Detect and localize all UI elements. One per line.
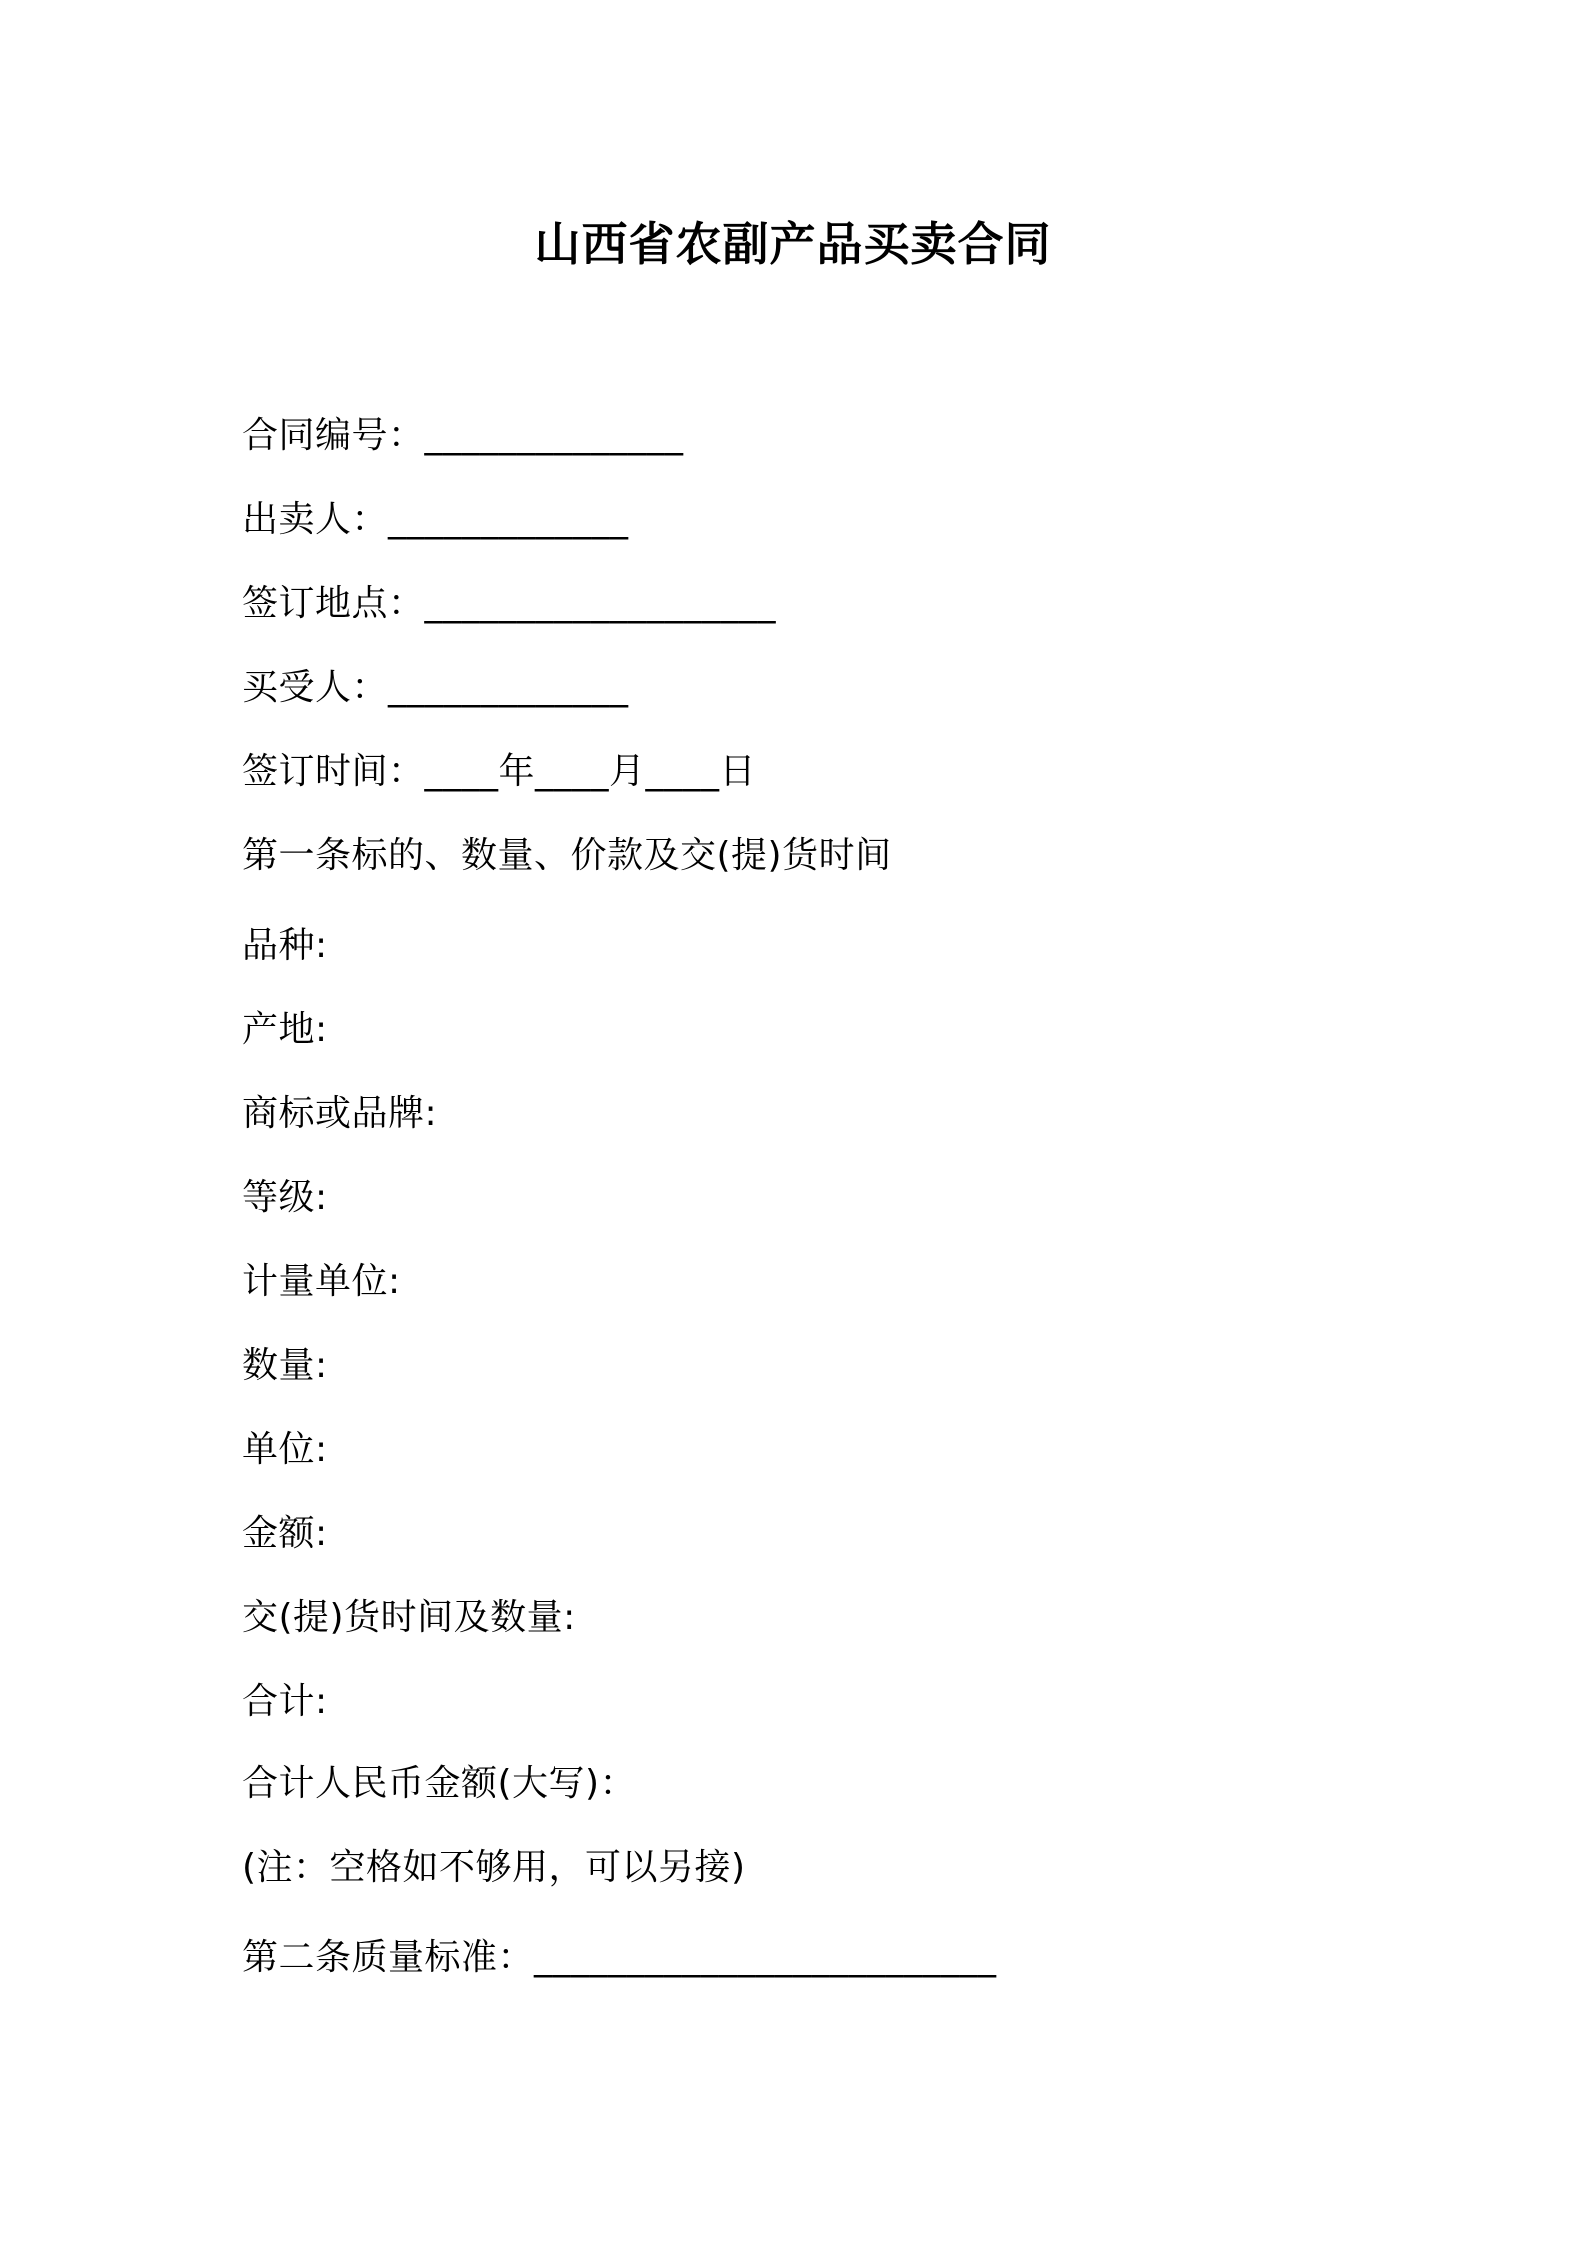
seller-line: 出卖人：_____________ xyxy=(242,499,629,540)
amount-line: 金额: xyxy=(242,1513,328,1554)
note-line: (注：空格如不够用，可以另接) xyxy=(242,1847,746,1888)
document-title: 山西省农副产品买卖合同 xyxy=(534,217,1052,271)
variety-line: 品种: xyxy=(242,925,328,966)
signing-date-line: 签订时间：____年____月____日 xyxy=(242,751,757,792)
article-one-heading: 第一条标的、数量、价款及交(提)货时间 xyxy=(242,835,892,876)
trademark-line: 商标或品牌: xyxy=(242,1093,438,1134)
buyer-line: 买受人：_____________ xyxy=(242,667,629,708)
grade-line: 等级: xyxy=(242,1177,328,1218)
delivery-time-line: 交(提)货时间及数量: xyxy=(242,1597,576,1638)
quantity-line: 数量: xyxy=(242,1345,328,1386)
measurement-unit-line: 计量单位: xyxy=(242,1261,401,1302)
article-two-quality-line: 第二条质量标准：_________________________ xyxy=(242,1937,997,1978)
origin-line: 产地: xyxy=(242,1009,328,1050)
signing-place-line: 签订地点：___________________ xyxy=(242,583,777,624)
unit-line: 单位: xyxy=(242,1429,328,1470)
total-line: 合计: xyxy=(242,1681,328,1722)
contract-number-line: 合同编号：______________ xyxy=(242,415,684,456)
total-rmb-line: 合计人民币金额(大写)： xyxy=(242,1763,637,1804)
